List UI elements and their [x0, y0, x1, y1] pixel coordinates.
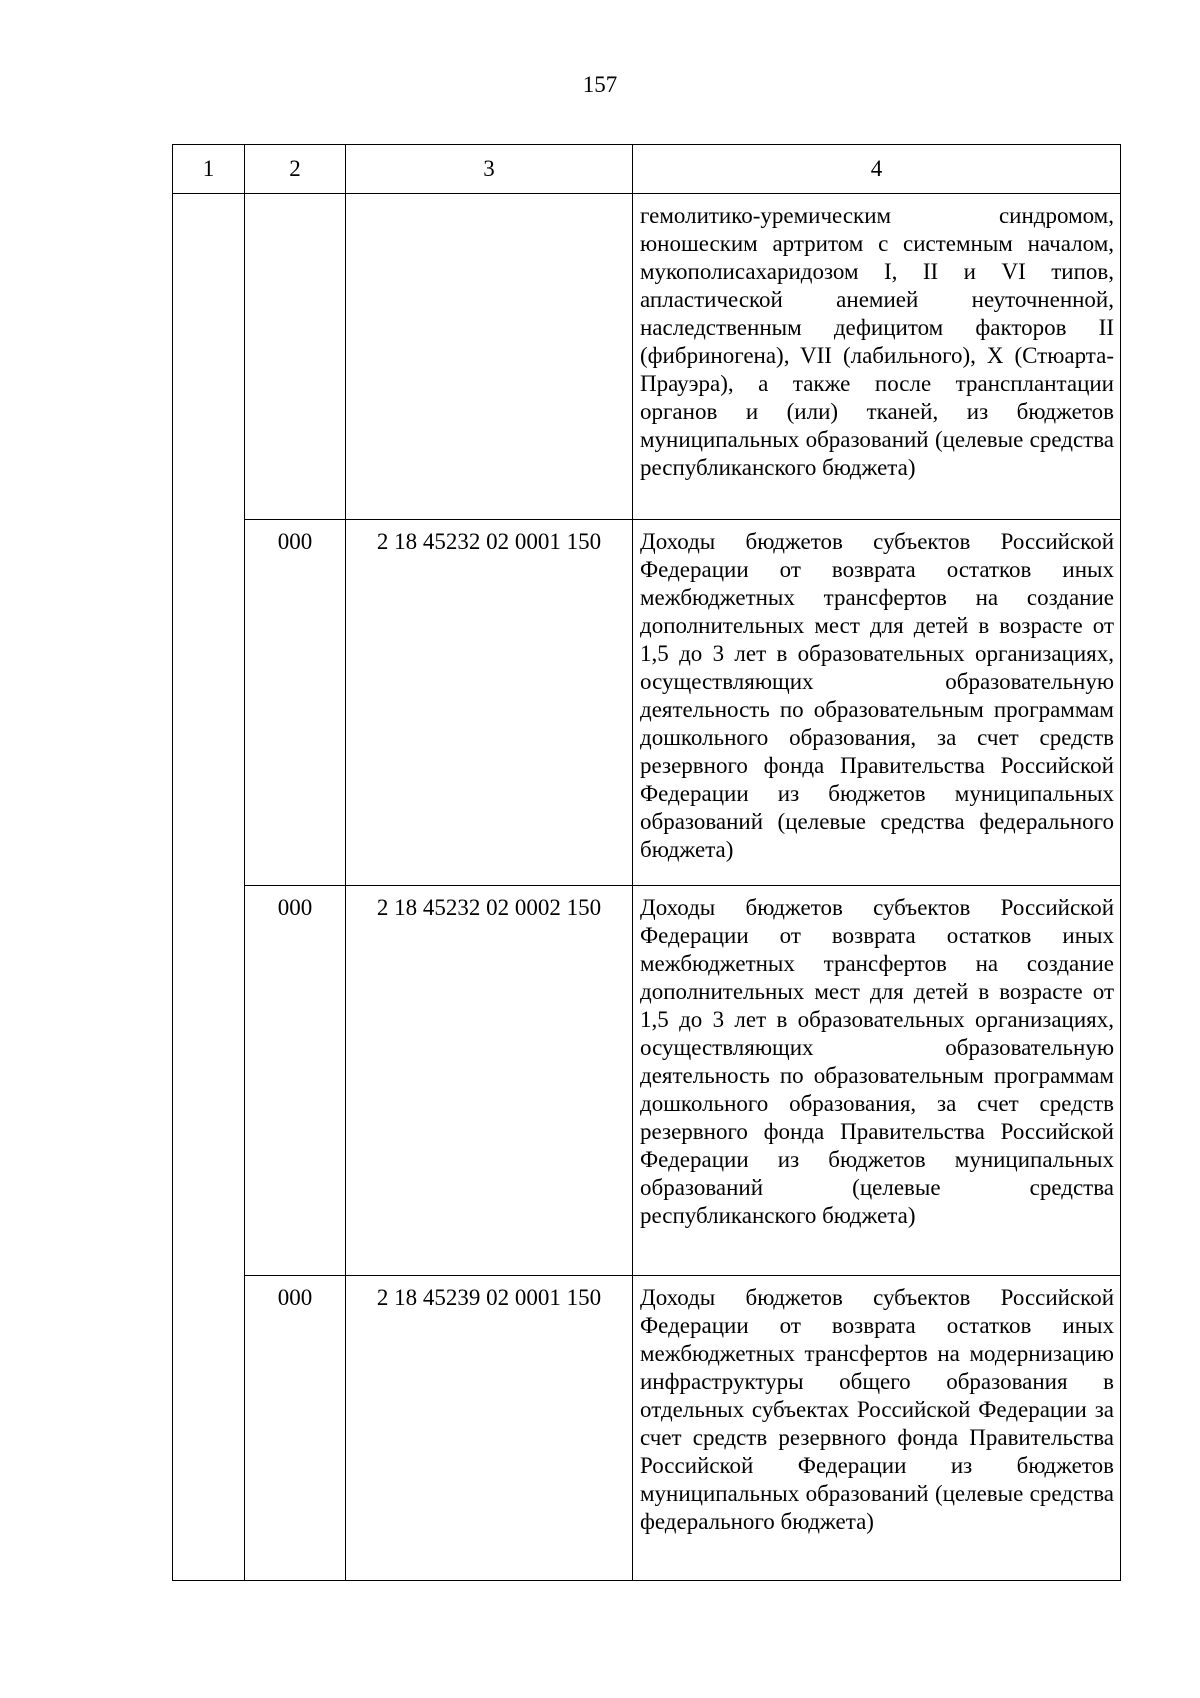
- kbk-code-cell: 2 18 45232 02 0002 150: [346, 886, 633, 1276]
- kbk-code-cell: 2 18 45239 02 0001 150: [346, 1276, 633, 1581]
- table-row: [173, 520, 1121, 886]
- group-cell: [173, 194, 245, 1581]
- column-header-4: 4: [633, 145, 1121, 194]
- admin-code-cell: 000: [245, 1276, 346, 1581]
- kbk-code-cell: [346, 194, 633, 520]
- table-row: [173, 194, 1121, 520]
- column-header-2: 2: [245, 145, 346, 194]
- table-header-row: [173, 145, 1121, 194]
- page-number: 157: [582, 72, 618, 97]
- description-cell: Доходы бюджетов субъектов Российской Федерации от возврата остатков иных межбюджетных трансфертов на создание дополнительных мест для детей в возрасте от 1,5 до 3 лет в образовательных организациях, осуществляющих образовательную деятельность по образовательным программам дошкольного образования, за счет средств резервного фонда Правительства Российской Федерации из бюджетов муниципальных образований (целевые средства федерального бюджета): [633, 520, 1121, 886]
- description-cell: Доходы бюджетов субъектов Российской Федерации от возврата остатков иных межбюджетных трансфертов на создание дополнительных мест для детей в возрасте от 1,5 до 3 лет в образовательных организациях, осуществляющих образовательную деятельность по образовательным программам дошкольного образования, за счет средств резервного фонда Правительства Российской Федерации из бюджетов муниципальных образований (целевые средства республиканского бюджета): [633, 886, 1121, 1276]
- table-row: [173, 886, 1121, 1276]
- budget-codes-table: [172, 144, 1121, 1581]
- admin-code-cell: 000: [245, 520, 346, 886]
- column-header-3: 3: [346, 145, 633, 194]
- description-cell: гемолитико-уремическим синдромом, юношеским артритом с системным началом, мукополисахаридозом I, II и VI типов, апластической анемией неуточненной, наследственным дефицитом факторов II (фибриногена), VII (лабильного), X (Стюарта-Прауэра), а также после трансплантации органов и (или) тканей, из бюджетов муниципальных образований (целевые средства республиканского бюджета): [633, 194, 1121, 520]
- description-cell: Доходы бюджетов субъектов Российской Федерации от возврата остатков иных межбюджетных трансфертов на модернизацию инфраструктуры общего образования в отдельных субъектах Российской Федерации за счет средств резервного фонда Правительства Российской Федерации из бюджетов муниципальных образований (целевые средства федерального бюджета): [633, 1276, 1121, 1581]
- table-row: [173, 1276, 1121, 1581]
- admin-code-cell: 000: [245, 886, 346, 1276]
- kbk-code-cell: 2 18 45232 02 0001 150: [346, 520, 633, 886]
- admin-code-cell: [245, 194, 346, 520]
- column-header-1: 1: [173, 145, 245, 194]
